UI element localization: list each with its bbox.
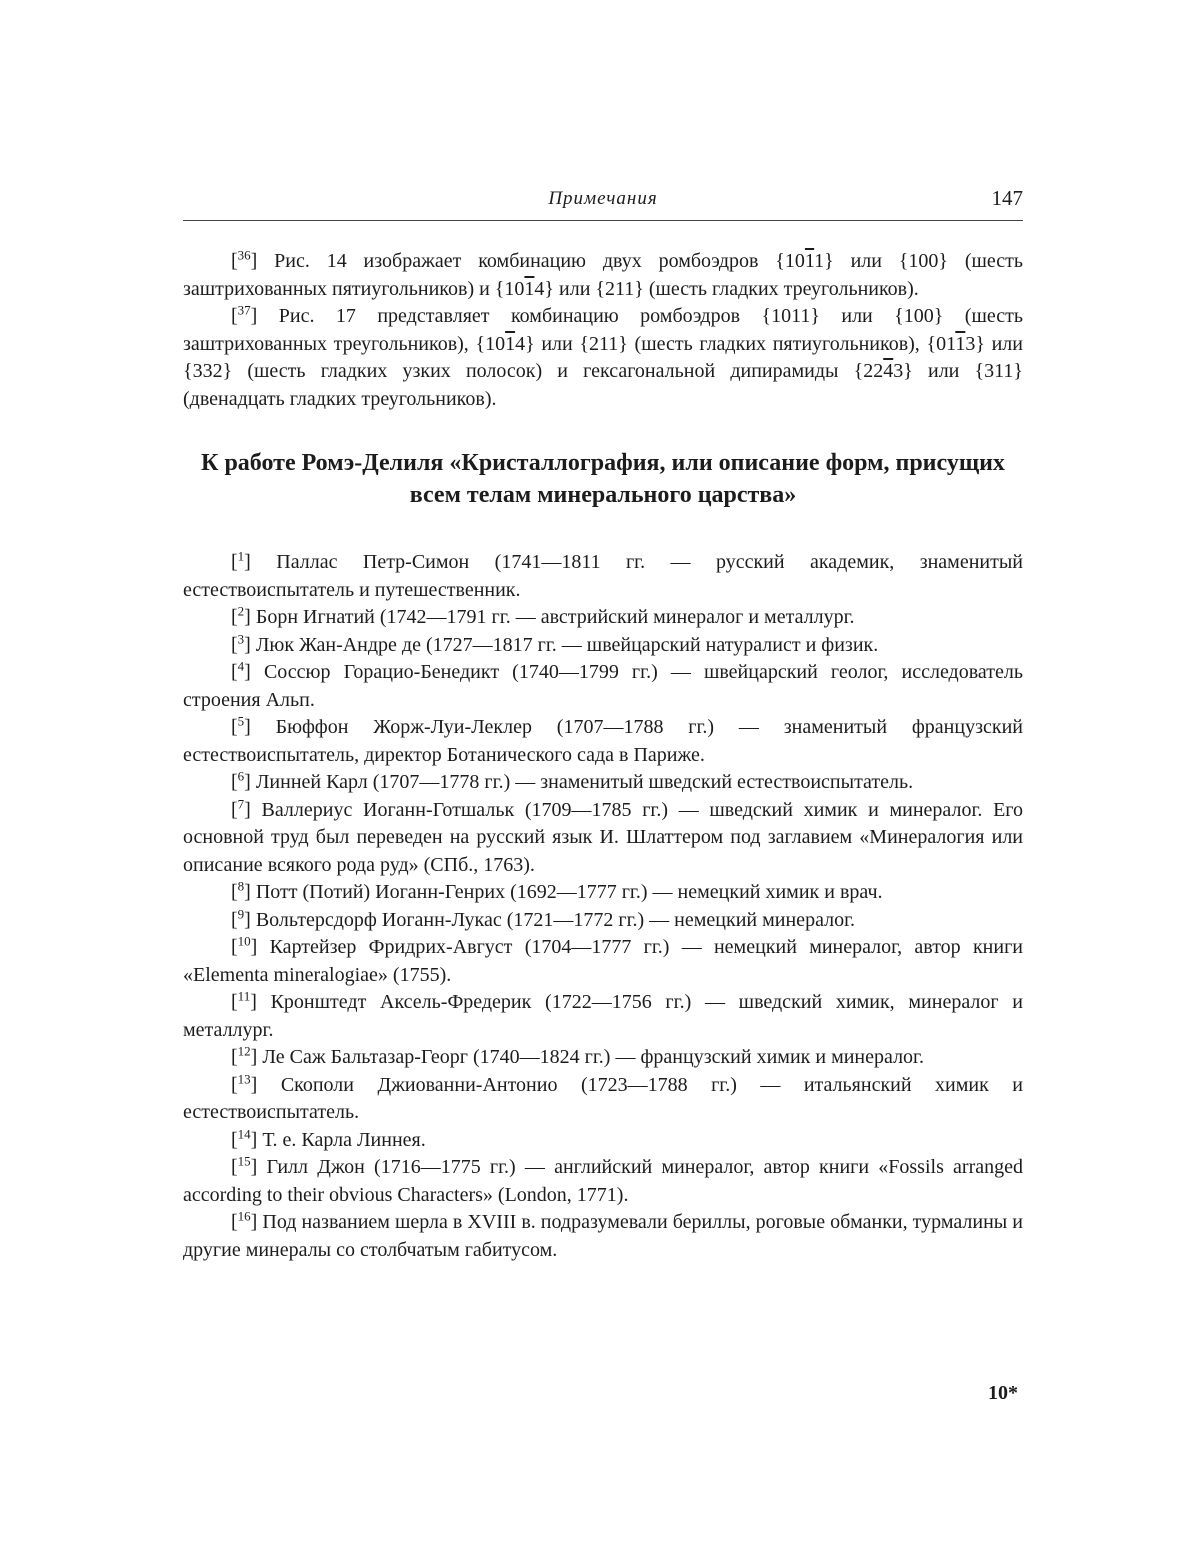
note-paragraph bbox=[183, 934, 1023, 989]
note-reference: [$^3$] bbox=[231, 630, 256, 656]
note-reference: [$^1$] bbox=[231, 548, 277, 573]
overlined-index: 1 bbox=[804, 250, 815, 272]
note-text: Паллас Петр-Симон (1741—1811 гг. — русский академик, знаменитый естествоиспытатель и путешественник. bbox=[183, 551, 1023, 601]
section-title: К работе Ромэ-Делиля «Кристаллография, или описание форм, присущих всем телам минерального царства» bbox=[201, 450, 1005, 508]
notes-list bbox=[183, 549, 1023, 1264]
note-reference: [$^6$] bbox=[231, 768, 256, 793]
note-paragraph bbox=[183, 1154, 1023, 1209]
note-number: 3 bbox=[237, 630, 245, 646]
note-number: 36 bbox=[237, 247, 251, 263]
note-text: 4} или {211} (шесть гладких пятиугольников), {01 bbox=[515, 332, 956, 355]
overlined-index: 1 bbox=[505, 332, 516, 355]
note-paragraph bbox=[183, 1209, 1023, 1264]
note-reference: [$^{37}$] bbox=[231, 302, 279, 327]
note-reference: [$^7$] bbox=[231, 795, 262, 821]
note-paragraph bbox=[183, 549, 1023, 604]
note-text: 4} или {211} (шесть гладких треугольников). bbox=[534, 277, 919, 300]
note-paragraph bbox=[183, 714, 1023, 769]
note-text: Картейзер Фридрих-Август (1704—1777 гг.) — немецкий минералог, автор книги «Elementa mineralogiae» (1755). bbox=[183, 936, 1023, 986]
note-reference: [$^2$] bbox=[231, 603, 256, 628]
note-paragraph bbox=[183, 1072, 1023, 1127]
note-number: 8 bbox=[237, 878, 245, 894]
note-number: 9 bbox=[237, 905, 245, 921]
note-reference: [$^{16}$] bbox=[231, 1208, 263, 1233]
note-paragraph bbox=[183, 604, 1023, 632]
note-reference: [$^{13}$] bbox=[231, 1070, 281, 1096]
note-paragraph bbox=[183, 659, 1023, 714]
page-body bbox=[183, 248, 1023, 1264]
note-paragraph bbox=[183, 769, 1023, 797]
note-number: 13 bbox=[237, 1070, 251, 1086]
note-paragraph bbox=[183, 907, 1023, 935]
running-head-title: Примечания bbox=[548, 188, 658, 209]
note-text: Люк Жан-Андре де (1727—1817 гг. — швейцарский натуралист и физик. bbox=[255, 633, 879, 656]
overlined-index: 4 bbox=[883, 360, 894, 382]
note-text: Кронштедт Аксель-Фредерик (1722—1756 гг.) — шведский химик, минералог и металлург. bbox=[183, 991, 1023, 1041]
note-number: 4 bbox=[237, 658, 245, 674]
note-text: Под названием шерла в XVIII в. подразумевали бериллы, роговые обманки, турмалины и другие минералы со столбчатым габитусом. bbox=[183, 1211, 1023, 1261]
note-reference: [$^{12}$] bbox=[231, 1043, 263, 1068]
note-text: Рис. 17 представляет комбинацию ромбоэдров {1011} или {100} (шесть заштрихованных треугольников), {10 bbox=[183, 305, 1023, 355]
note-number: 10 bbox=[237, 933, 251, 949]
note-text: Гилл Джон (1716—1775 гг.) — английский минералог, автор книги «Fossils arranged according to their obvious Characters» (London, 1771). bbox=[183, 1156, 1023, 1206]
note-number: 2 bbox=[237, 603, 245, 619]
notes-before-list bbox=[183, 248, 1023, 413]
note-text: Ле Саж Бальтазар-Георг (1740—1824 гг.) — французский химик и минералог. bbox=[262, 1046, 924, 1068]
note-reference: [$^{15}$] bbox=[231, 1153, 267, 1178]
overlined-index: 1 bbox=[524, 277, 535, 300]
note-text: Бюффон Жорж-Луи-Леклер (1707—1788 гг.) — знаменитый французский естествоиспытатель, директор Ботанического сада в Париже. bbox=[183, 716, 1023, 766]
note-paragraph bbox=[183, 989, 1023, 1044]
note-text: Рис. 14 изображает комбинацию двух ромбоэдров {10 bbox=[274, 250, 805, 272]
note-text: Потт (Потий) Иоганн-Генрих (1692—1777 гг.) — немецкий химик и врач. bbox=[255, 881, 883, 903]
note-number: 11 bbox=[237, 988, 251, 1004]
note-text: 3} или {332} (шесть гладких узких полосок) и гексагональной дипирамиды {22 bbox=[183, 332, 1023, 382]
note-text: Т. е. Карла Линнея. bbox=[262, 1128, 426, 1151]
note-reference: [$^5$] bbox=[231, 713, 276, 738]
note-number: 6 bbox=[237, 768, 245, 784]
note-paragraph bbox=[183, 797, 1023, 880]
note-reference: [$^{10}$] bbox=[231, 933, 270, 958]
note-number: 15 bbox=[237, 1153, 251, 1169]
note-paragraph bbox=[183, 879, 1023, 907]
page-number: 147 bbox=[991, 186, 1023, 210]
note-paragraph bbox=[183, 303, 1023, 413]
note-text: Линней Карл (1707—1778 гг.) — знаменитый шведский естествоиспытатель. bbox=[255, 771, 914, 793]
note-number: 7 bbox=[237, 795, 245, 811]
note-number: 1 bbox=[237, 548, 245, 564]
note-number: 5 bbox=[237, 713, 245, 729]
note-reference: [$^4$] bbox=[231, 658, 264, 683]
note-text: Борн Игнатий (1742—1791 гг. — австрийский минералог и металлург. bbox=[255, 606, 855, 628]
overlined-index: 1 bbox=[955, 332, 966, 355]
note-paragraph bbox=[183, 632, 1023, 660]
note-reference: [$^8$] bbox=[231, 878, 256, 903]
note-paragraph bbox=[183, 1127, 1023, 1155]
signature-mark: 10* bbox=[988, 1382, 1018, 1404]
note-paragraph bbox=[183, 248, 1023, 303]
note-text: Валлериус Иоганн-Готшальк (1709—1785 гг.) — шведский химик и минералог. Его основной труд был переведен на русский язык И. Шлаттером под заглавием «Минералогия или описание всякого рода руд» (СПб., 1763). bbox=[183, 798, 1023, 876]
note-reference: [$^9$] bbox=[231, 905, 256, 931]
note-number: 16 bbox=[237, 1208, 251, 1224]
note-text: 3} или {311} (двенадцать гладких треугольников). bbox=[183, 360, 1023, 410]
note-text: Скополи Джиованни-Антонио (1723—1788 гг.) — итальянский химик и естествоиспытатель. bbox=[183, 1073, 1023, 1123]
note-text: 1} или {100} (шесть заштрихованных пятиугольников) и {10 bbox=[183, 250, 1023, 300]
note-text: Соссюр Горацио-Бенедикт (1740—1799 гг.) — швейцарский геолог, исследователь строения Альп. bbox=[183, 661, 1023, 711]
note-number: 14 bbox=[237, 1125, 251, 1141]
note-text: Вольтерсдорф Иоганн-Лукас (1721—1772 гг.) — немецкий минералог. bbox=[255, 908, 856, 931]
running-head bbox=[183, 186, 1023, 221]
note-number: 12 bbox=[237, 1043, 251, 1059]
note-reference: [$^{11}$] bbox=[231, 988, 271, 1013]
note-number: 37 bbox=[237, 302, 251, 318]
note-reference: [$^{14}$] bbox=[231, 1125, 263, 1151]
note-paragraph bbox=[183, 1044, 1023, 1072]
note-reference: [$^{36}$] bbox=[231, 247, 275, 272]
